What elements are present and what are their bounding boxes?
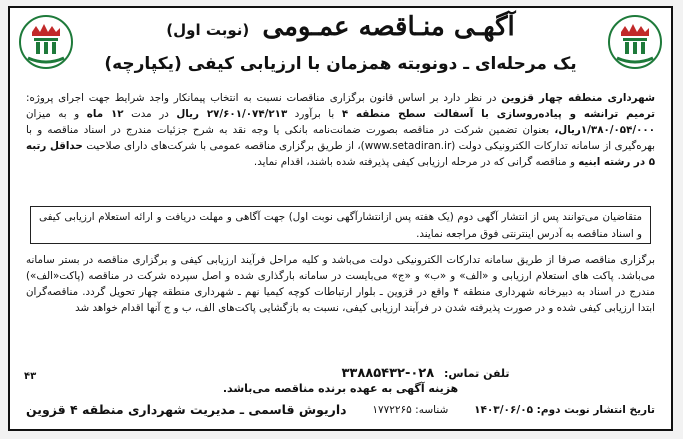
side-tag: ۴۳ [24,371,37,382]
paragraph-text: بعنوان تضمین شرکت در مناقصه بصورت ضمانت‌نامه بانکی یا وجه نقد به شرح جزئیات مندرج در اسناد مناقصه و با بهره‌گیری از سامانه تدارکات الکترونیکی دولت (www.setadiran.ir)، از طریق برگزاری مناقصه عمومی با شرکت‌های دارای صلاحیت [26,124,655,152]
title-row [10,12,671,42]
paragraph-text: با برآورد [287,108,342,120]
contact-line [180,366,671,381]
contact-label: تلفن تماس: [444,367,510,380]
estimate-value: ۲۷/۶۰۱/۰۷۴/۲۱۳ ریال [176,108,288,120]
publish-date: تاریخ انتشار نوبت دوم: ۱۴۰۳/۰۶/۰۵ [474,403,655,416]
main-paragraph [26,90,655,170]
page-title: آگهـی منـاقصه عمـومی [262,12,515,42]
contact-phone: ۰۲۸-۳۳۸۸۵۴۳۲ [341,366,435,381]
project-name: ترمیم ترانشه و پیاده‌روسازی با آسفالت سطح منطقه ۴ [341,108,656,120]
qualification-value: حداقل رتبه ۵ در رشته ابنیه [26,140,655,168]
duration-value: ۱۲ ماه [86,108,124,120]
paragraph-text: و به میزان [26,108,87,120]
procedure-paragraph: برگزاری مناقصه صرفا از طریق سامانه تدارکات الکترونیکی دولت می‌باشد و کلیه مراحل فرآیند ارزیابی کیفی و برگزاری مناقصه در بستر سامانه می‌باشد. پاکت های استعلام ارزیابی و «الف» و «ب» و «ج» می‌بایست در سامانه بارگذاری شده و اصل سپرده شرکت در مناقصه (پاکت«الف») مندرج در اسناد به دبیرخانه شهرداری منطقه ۴ واقع در قزوین ـ بلوار ارتباطات کوچه کیمیا نهم ـ شهرداری منطقه چهار تحویل گردد. مناقصه‌گران ابتدا ارزیابی کیفی شده و در صورت پذیرفته شدن در فرآیند ارزیابی کیفی، نسبت به بازگشایی پاکت‌های الف، ب و ج آنها اقدام خواهد شد [26,254,656,314]
organization-name: شهرداری منطقه چهار قزوین [501,92,655,104]
title-note: (نوبت اول) [166,21,250,39]
paragraph-text: در نظر دارد بر اساس قانون برگزاری مناقصات نسبت به انتخاب پیمانکار واجد شرایط جهت اجرای پروژه: [26,92,502,104]
paragraph-text: و مناقصه گرانی که در مرحله ارزیابی کیفی پذیرفته شده باشند، اقدام نماید. [253,156,579,168]
guarantee-value: ۱/۳۸۰/۰۵۴/۰۰۰ریال، [554,124,655,136]
page-subtitle: یک مرحله‌ای ـ دونوبته همزمان با ارزیابی کیفی (یکپارچه) [104,54,577,74]
footer [26,402,655,417]
cost-note: هزینه آگهی به عهده برنده مناقصه می‌باشد. [222,382,459,395]
announcement-frame [8,6,673,431]
notice-id: شناسه: ۱۷۷۲۲۶۵ [372,403,449,416]
notice-box: متقاضیان می‌توانند پس از انتشار آگهی دوم (یک هفته پس ازانتشارآگهی نوبت اول) جهت آگاهی و مهلت دریافت و ارائه استعلام ارزیابی کیفی و اسناد مناقصه به آدرس اینترنتی فوق مراجعه نمایند. [30,206,651,244]
signature: داریوش قاسمی ـ مدیریت شهرداری منطقه ۴ قزوین [26,402,347,417]
paragraph-text: در مدت [123,108,177,120]
